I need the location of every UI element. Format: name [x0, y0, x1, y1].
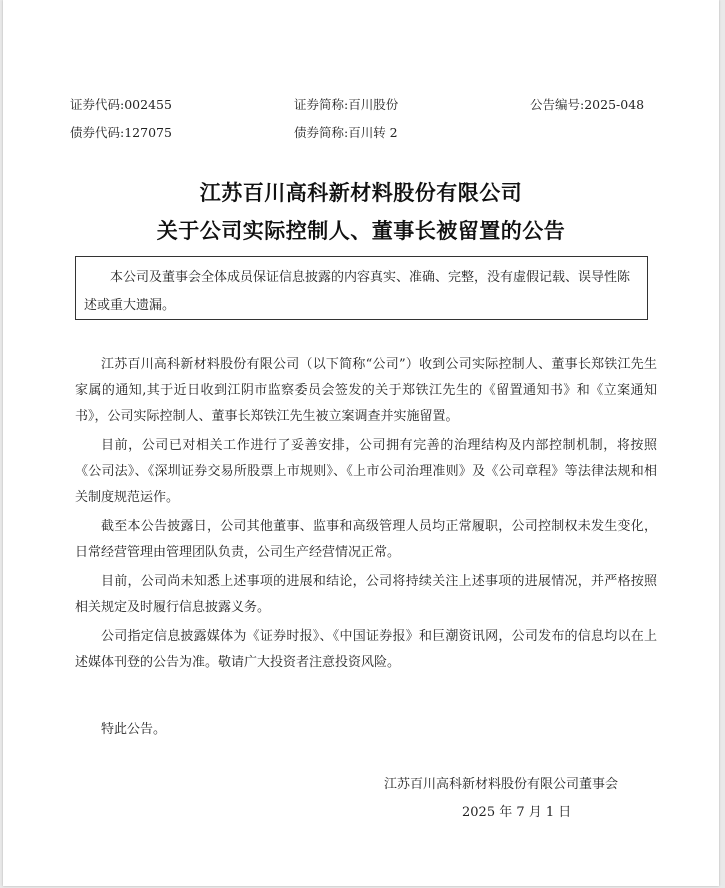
body-paragraph: 目前，公司已对相关工作进行了妥善安排，公司拥有完善的治理结构及内部控制机制，将按照《公司法》、《深圳证券交易所股票上市规则》、《上市公司治理准则》及《公司章程》等法律法规和相关制度规范运作。: [75, 438, 657, 505]
stock-abbreviation: 证券简称:百川股份: [294, 97, 399, 112]
disclosure-statement-box: 本公司及董事会全体成员保证信息披露的内容真实、准确、完整，没有虚假记载、误导性陈述或重大遗漏。: [75, 256, 648, 320]
body-paragraph: 目前，公司尚未知悉上述事项的进展和结论，公司将持续关注上述事项的进展情况，并严格按照相关规定及时履行信息披露义务。: [75, 574, 657, 615]
signature-organization: 江苏百川高科新材料股份有限公司董事会: [384, 777, 619, 792]
announcement-number: 公告编号:2025-048: [530, 97, 645, 112]
stock-code: 证券代码:002455: [70, 97, 172, 112]
body-paragraph: 公司指定信息披露媒体为《证券时报》、《中国证券报》和巨潮资讯网，公司发布的信息均以在上述媒体刊登的公告为准。敬请广大投资者注意投资风险。: [75, 629, 657, 670]
signature-date: 2025 年 7 月 1 日: [462, 805, 572, 820]
announcement-body: [75, 352, 657, 679]
body-paragraph: 江苏百川高科新材料股份有限公司（以下简称“公司”）收到公司实际控制人、董事长郑铁江先生家属的通知,其于近日收到江阴市监察委员会签发的关于郑铁江先生的《留置通知书》和《立案通知书》，公司实际控制人、董事长郑铁江先生被立案调查并实施留置。: [75, 357, 657, 424]
document-page: [3, 0, 719, 886]
company-title: 江苏百川高科新材料股份有限公司: [199, 181, 523, 205]
body-paragraph: 截至本公告披露日，公司其他董事、监事和高级管理人员均正常履职，公司控制权未发生变化，日常经营管理由管理团队负责，公司生产经营情况正常。: [75, 519, 657, 560]
closing-statement: 特此公告。: [101, 722, 167, 737]
bond-code: 债券代码:127075: [70, 125, 172, 140]
announcement-title: 关于公司实际控制人、董事长被留置的公告: [156, 219, 566, 243]
bond-abbreviation: 债券简称:百川转 2: [294, 125, 398, 140]
